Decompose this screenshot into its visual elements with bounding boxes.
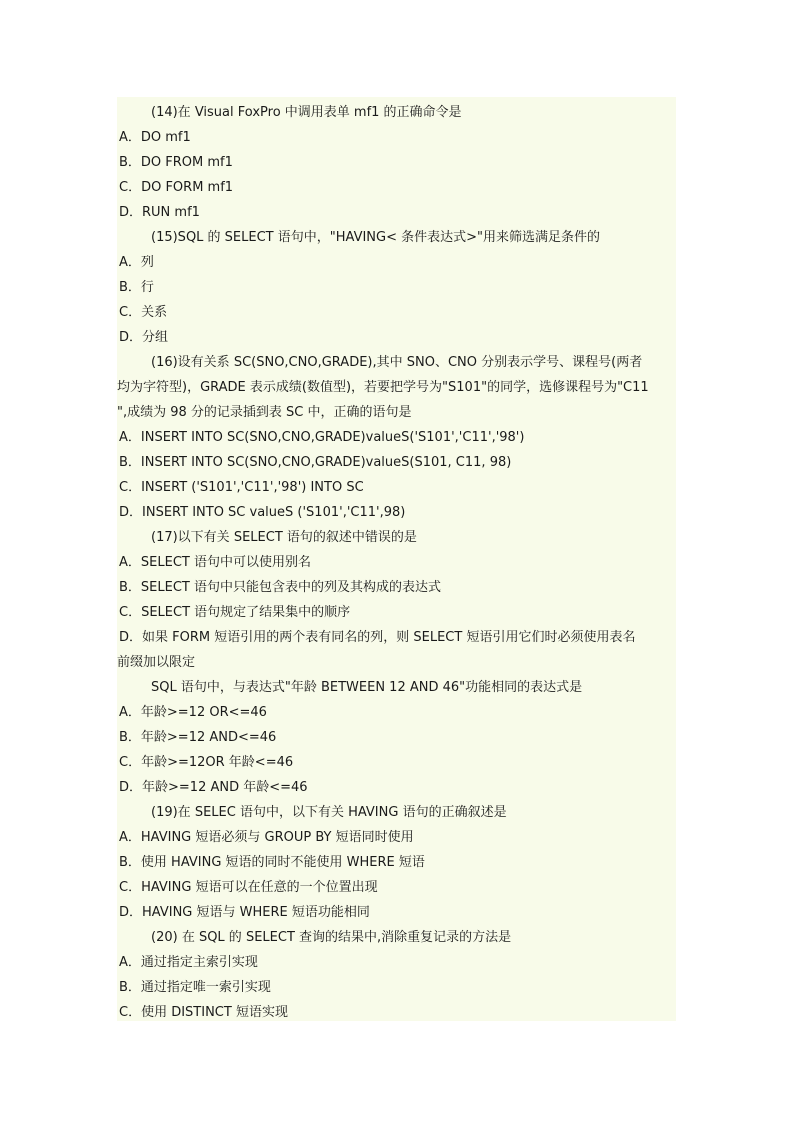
answer-option: C．DO FORM mf1 <box>119 180 234 195</box>
answer-option: C．年龄>=12OR 年龄<=46 <box>119 755 294 770</box>
answer-option: A．通过指定主索引实现 <box>119 955 258 970</box>
question-continuation: 均为字符型)，GRADE 表示成绩(数值型)，若要把学号为"S101"的同学，选修课程号为"C11 <box>117 380 649 395</box>
answer-option: B．行 <box>119 280 154 295</box>
question-stem: (17)以下有关 SELECT 语句的叙述中错误的是 <box>151 530 417 545</box>
question-stem: (14)在 Visual FoxPro 中调用表单 mf1 的正确命令是 <box>151 105 462 120</box>
question-stem: (19)在 SELEC 语句中，以下有关 HAVING 语句的正确叙述是 <box>151 805 507 820</box>
answer-option: C．SELECT 语句规定了结果集中的顺序 <box>119 605 351 620</box>
answer-option: D．HAVING 短语与 WHERE 短语功能相同 <box>119 905 370 920</box>
question-stem: SQL 语句中，与表达式"年龄 BETWEEN 12 AND 46"功能相同的表达式是 <box>151 680 583 695</box>
question-continuation: 前缀加以限定 <box>117 655 196 670</box>
answer-option: A．INSERT INTO SC(SNO,CNO,GRADE)valueS('S101','C11','98') <box>119 430 525 445</box>
answer-option: D．如果 FORM 短语引用的两个表有同名的列，则 SELECT 短语引用它们时必须使用表名 <box>119 630 636 645</box>
answer-option: B．年龄>=12 AND<=46 <box>119 730 277 745</box>
answer-option: B．通过指定唯一索引实现 <box>119 980 271 995</box>
answer-option: C．HAVING 短语可以在任意的一个位置出现 <box>119 880 378 895</box>
answer-option: B．INSERT INTO SC(SNO,CNO,GRADE)valueS(S101, C11, 98) <box>119 455 512 470</box>
question-stem: (20) 在 SQL 的 SELECT 查询的结果中,消除重复记录的方法是 <box>151 930 512 945</box>
answer-option: A．年龄>=12 OR<=46 <box>119 705 267 720</box>
answer-option: D．年龄>=12 AND 年龄<=46 <box>119 780 308 795</box>
answer-option: D．RUN mf1 <box>119 205 200 220</box>
answer-option: C．关系 <box>119 305 168 320</box>
answer-option: B．SELECT 语句中只能包含表中的列及其构成的表达式 <box>119 580 441 595</box>
answer-option: A．HAVING 短语必须与 GROUP BY 短语同时使用 <box>119 830 414 845</box>
answer-option: A．DO mf1 <box>119 130 191 145</box>
question-stem: (15)SQL 的 SELECT 语句中，"HAVING< 条件表达式>"用来筛选满足条件的 <box>151 230 600 245</box>
question-list <box>117 100 676 1025</box>
answer-option: A．SELECT 语句中可以使用别名 <box>119 555 311 570</box>
question-stem: (16)设有关系 SC(SNO,CNO,GRADE),其中 SNO、CNO 分别表示学号、课程号(两者 <box>151 355 643 370</box>
answer-option: B．DO FROM mf1 <box>119 155 233 170</box>
answer-option: D．分组 <box>119 330 169 345</box>
answer-option: C．使用 DISTINCT 短语实现 <box>119 1005 288 1020</box>
answer-option: B．使用 HAVING 短语的同时不能使用 WHERE 短语 <box>119 855 425 870</box>
answer-option: C．INSERT ('S101','C11','98') INTO SC <box>119 480 364 495</box>
answer-option: D．INSERT INTO SC valueS ('S101','C11',98) <box>119 505 406 520</box>
answer-option: A．列 <box>119 255 154 270</box>
question-continuation: ",成绩为 98 分的记录插到表 SC 中，正确的语句是 <box>117 405 412 420</box>
